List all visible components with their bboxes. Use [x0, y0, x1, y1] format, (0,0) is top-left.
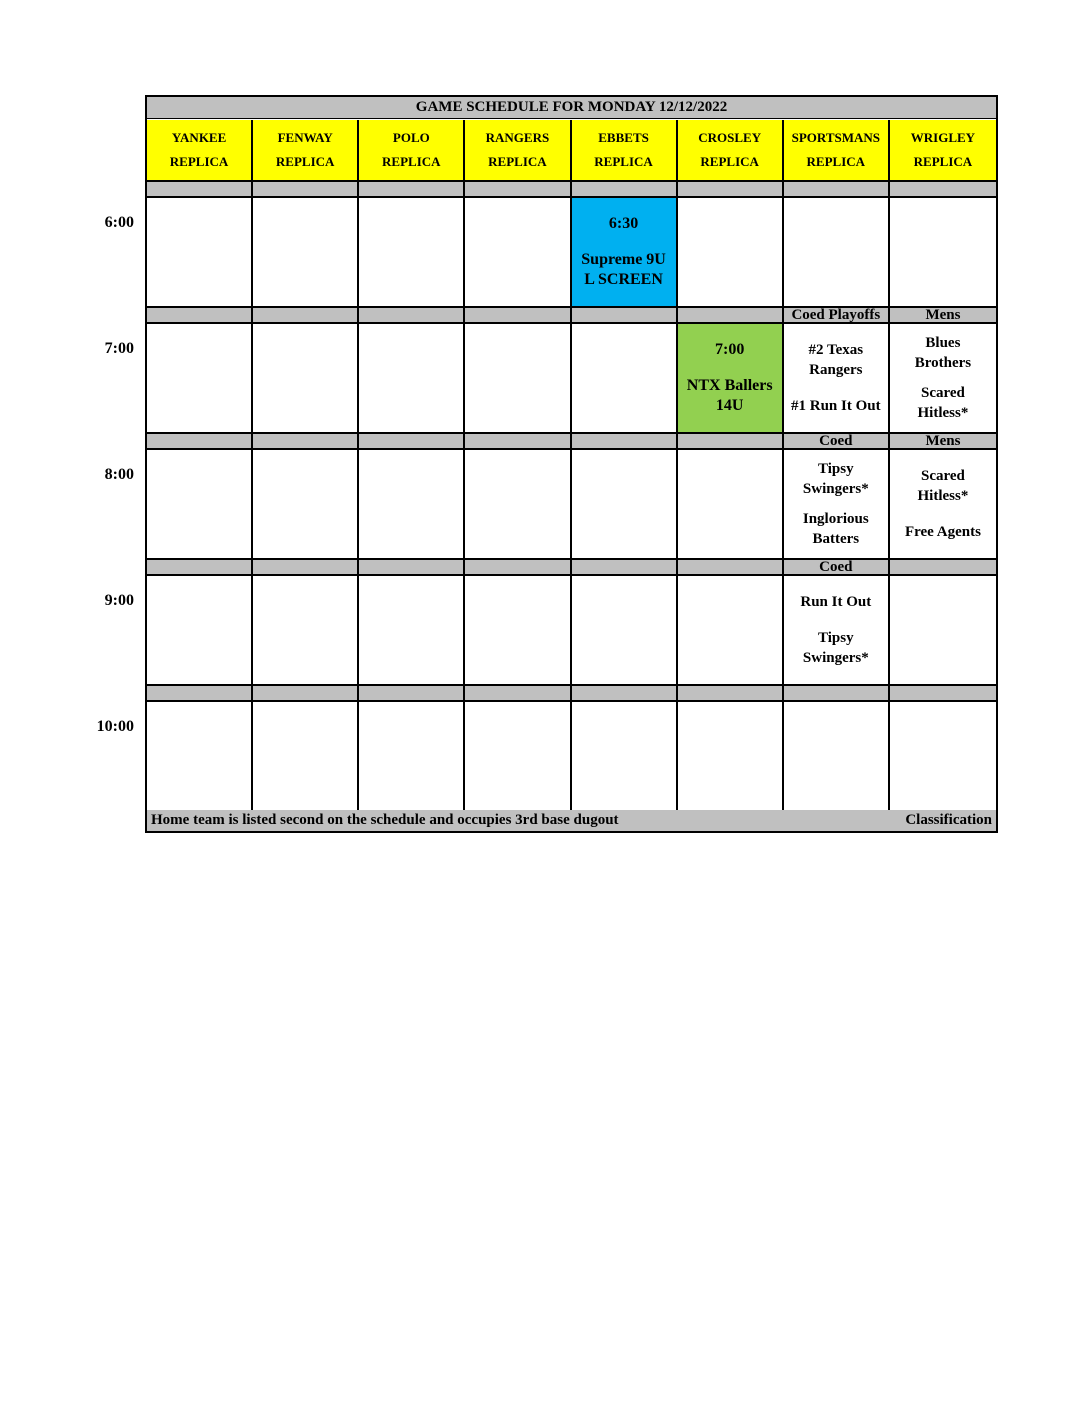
- time-label: 8:00: [104, 466, 134, 483]
- field-header-crosley: [678, 120, 784, 182]
- division-band: [784, 686, 890, 702]
- field-name: SPORTSMANS: [791, 130, 881, 145]
- game-slot: [359, 702, 465, 812]
- division-band: [465, 182, 571, 198]
- game-slot: [253, 198, 359, 308]
- field-name: CROSLEY: [698, 130, 762, 145]
- game-slot: [465, 324, 571, 434]
- game-slot: [784, 324, 890, 434]
- field-type: REPLICA: [169, 154, 229, 169]
- game-slot: [784, 576, 890, 686]
- team-name: Tipsy Swingers*: [802, 630, 869, 666]
- field-type: REPLICA: [275, 154, 335, 169]
- game-slot: [465, 198, 571, 308]
- division-band: [253, 308, 359, 324]
- game-time: 6:30: [608, 215, 639, 232]
- division-band: [253, 686, 359, 702]
- division-band: Coed: [784, 560, 890, 576]
- team-name: #1 Run It Out: [791, 398, 881, 414]
- field-name: FENWAY: [277, 130, 333, 145]
- game-slot: [890, 450, 996, 560]
- footer-classification: Classification: [905, 812, 992, 828]
- team-name: Blues Brothers: [914, 335, 972, 372]
- game-slot: [572, 198, 678, 308]
- division-band: [147, 434, 253, 450]
- field-header-polo: [359, 120, 465, 182]
- division-band: [678, 560, 784, 576]
- game-slot: [572, 576, 678, 686]
- division-band: [572, 686, 678, 702]
- game-slot: [465, 702, 571, 812]
- field-header-ebbets: [572, 120, 678, 182]
- game-slot: [253, 324, 359, 434]
- division-band: [678, 434, 784, 450]
- division-band: [147, 686, 253, 702]
- division-band: Mens: [890, 308, 996, 324]
- game-slot: [678, 450, 784, 560]
- game-slot: [359, 450, 465, 560]
- game-slot: [678, 198, 784, 308]
- game-slot: [147, 324, 253, 434]
- field-name: POLO: [392, 130, 430, 145]
- field-name: YANKEE: [171, 130, 227, 145]
- division-band: [572, 308, 678, 324]
- division-band: [359, 308, 465, 324]
- game-slot: [572, 702, 678, 812]
- team-name: Scared Hitless*: [917, 468, 969, 504]
- game-slot: [147, 450, 253, 560]
- field-header-yankee: [147, 120, 253, 182]
- field-type: REPLICA: [382, 154, 441, 169]
- division-band: [359, 182, 465, 198]
- game-slot: [147, 702, 253, 812]
- division-band: [890, 182, 996, 198]
- division-band: Coed Playoffs: [784, 308, 890, 324]
- time-label: 9:00: [104, 592, 134, 609]
- game-slot: [253, 702, 359, 812]
- field-name: WRIGLEY: [910, 130, 976, 145]
- game-slot: [678, 576, 784, 686]
- division-band: [572, 182, 678, 198]
- division-band: [890, 686, 996, 702]
- field-type: REPLICA: [913, 154, 973, 169]
- game-slot: [147, 198, 253, 308]
- division-band: [465, 308, 571, 324]
- game-slot: [359, 198, 465, 308]
- game-slot: [890, 702, 996, 812]
- division-band: [678, 686, 784, 702]
- field-header-wrigley: [890, 120, 996, 182]
- game-slot: [890, 324, 996, 434]
- field-name: RANGERS: [485, 130, 550, 145]
- game-slot: [784, 702, 890, 812]
- division-band: [572, 434, 678, 450]
- game-slot: [465, 576, 571, 686]
- game-slot: [890, 198, 996, 308]
- game-slot: [678, 324, 784, 434]
- field-type: REPLICA: [594, 154, 653, 169]
- team-name: Run It Out: [800, 594, 872, 610]
- game-time: 7:00: [715, 341, 745, 358]
- division-band: [253, 182, 359, 198]
- team-name: Free Agents: [904, 524, 981, 540]
- game-slot: [465, 450, 571, 560]
- time-label: 10:00: [96, 718, 134, 735]
- footer-note: Home team is listed second on the schedule and occupies 3rd base dugout: [151, 812, 619, 828]
- game-slot: [572, 324, 678, 434]
- field-header-rangers: [465, 120, 571, 182]
- time-label: 7:00: [104, 340, 134, 357]
- game-slot: [784, 198, 890, 308]
- division-band: [465, 686, 571, 702]
- division-band: [890, 560, 996, 576]
- field-type: REPLICA: [488, 154, 547, 169]
- game-slot: [359, 576, 465, 686]
- time-label: 6:00: [104, 214, 134, 231]
- field-header-fenway: [253, 120, 359, 182]
- schedule-footer: [147, 810, 996, 831]
- division-band: [147, 182, 253, 198]
- game-slot: [572, 450, 678, 560]
- game-slot: [359, 324, 465, 434]
- game-slot: [890, 576, 996, 686]
- game-slot: [678, 702, 784, 812]
- team-name: NTX Ballers 14U: [686, 377, 773, 414]
- team-name: Scared Hitless*: [917, 384, 969, 421]
- division-band: [359, 686, 465, 702]
- division-band: [572, 560, 678, 576]
- division-band: [784, 182, 890, 198]
- division-band: [465, 434, 571, 450]
- division-band: [678, 308, 784, 324]
- division-band: [253, 560, 359, 576]
- team-name: Inglorious Batters: [802, 510, 869, 547]
- division-band: [465, 560, 571, 576]
- game-slot: [784, 450, 890, 560]
- field-name: EBBETS: [598, 130, 649, 145]
- field-type: REPLICA: [700, 154, 759, 169]
- field-header-sportsmans: [784, 120, 890, 182]
- game-slot: [147, 576, 253, 686]
- division-band: Coed: [784, 434, 890, 450]
- game-slot: [253, 576, 359, 686]
- division-band: [678, 182, 784, 198]
- division-band: [359, 560, 465, 576]
- division-band: [359, 434, 465, 450]
- field-type: REPLICA: [806, 154, 866, 169]
- game-slot: [253, 450, 359, 560]
- team-name: Supreme 9U L SCREEN: [581, 251, 666, 288]
- schedule-title: GAME SCHEDULE FOR MONDAY 12/12/2022: [147, 97, 996, 119]
- division-band: [147, 560, 253, 576]
- team-name: Tipsy Swingers*: [802, 461, 869, 498]
- division-band: [253, 434, 359, 450]
- team-name: #2 Texas Rangers: [808, 342, 864, 378]
- division-band: [147, 308, 253, 324]
- division-band: Mens: [890, 434, 996, 450]
